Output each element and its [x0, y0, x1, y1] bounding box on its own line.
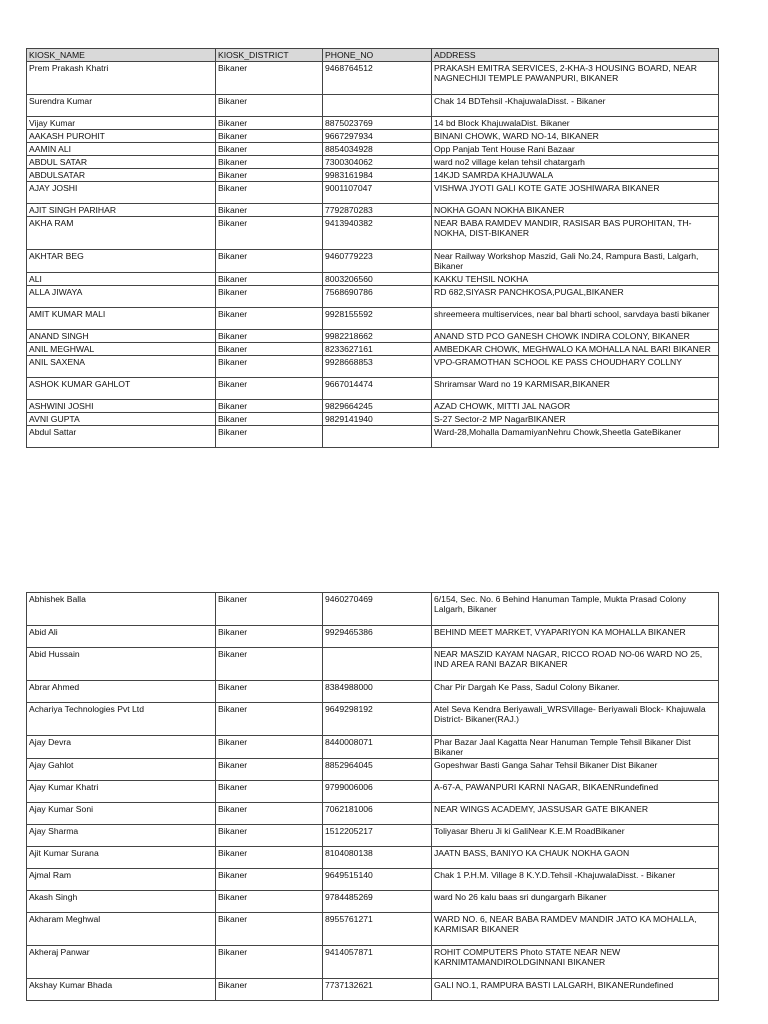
cell-kiosk-district: Bikaner [216, 736, 323, 759]
cell-address: ANAND STD PCO GANESH CHOWK INDIRA COLONY, BIKANER [432, 330, 719, 343]
cell-address: Toliyasar Bheru Ji ki GaliNear K.E.M RoadBikaner [432, 825, 719, 847]
header-kiosk-name: KIOSK_NAME [27, 49, 216, 62]
cell-address: shreemeera multiservices, near bal bharti school, sarvdaya basti bikaner [432, 308, 719, 330]
cell-kiosk-district: Bikaner [216, 946, 323, 979]
cell-address: NOKHA GOAN NOKHA BIKANER [432, 204, 719, 217]
cell-phone-no: 7300304062 [323, 156, 432, 169]
cell-address: 14 bd Block KhajuwalaDist. Bikaner [432, 117, 719, 130]
cell-kiosk-district: Bikaner [216, 825, 323, 847]
cell-phone-no: 9829141940 [323, 413, 432, 426]
table-row [27, 400, 719, 413]
cell-kiosk-district: Bikaner [216, 250, 323, 273]
cell-kiosk-district: Bikaner [216, 400, 323, 413]
cell-phone-no: 8384988000 [323, 681, 432, 703]
table-row [27, 286, 719, 308]
cell-kiosk-name: AKHTAR BEG [27, 250, 216, 273]
cell-address: Char Pir Dargah Ke Pass, Sadul Colony Bikaner. [432, 681, 719, 703]
table-row [27, 182, 719, 204]
cell-phone-no: 8875023769 [323, 117, 432, 130]
table-row [27, 825, 719, 847]
table-row [27, 869, 719, 891]
cell-kiosk-district: Bikaner [216, 308, 323, 330]
cell-address: S-27 Sector-2 MP NagarBIKANER [432, 413, 719, 426]
cell-kiosk-district: Bikaner [216, 286, 323, 308]
table-row [27, 143, 719, 156]
cell-address: JAATN BASS, BANIYO KA CHAUK NOKHA GAON [432, 847, 719, 869]
table-row [27, 781, 719, 803]
table-row [27, 217, 719, 250]
cell-phone-no: 9928668853 [323, 356, 432, 378]
cell-address: Shriramsar Ward no 19 KARMISAR,BIKANER [432, 378, 719, 400]
cell-address: Phar Bazar Jaal Kagatta Near Hanuman Temple Tehsil Bikaner Dist Bikaner [432, 736, 719, 759]
cell-kiosk-district: Bikaner [216, 169, 323, 182]
cell-kiosk-district: Bikaner [216, 330, 323, 343]
cell-phone-no: 8955761271 [323, 913, 432, 946]
cell-kiosk-district: Bikaner [216, 95, 323, 117]
cell-kiosk-name: Surendra Kumar [27, 95, 216, 117]
cell-kiosk-name: Abdul Sattar [27, 426, 216, 448]
cell-kiosk-district: Bikaner [216, 426, 323, 448]
cell-phone-no: 9667014474 [323, 378, 432, 400]
table-row [27, 356, 719, 378]
cell-kiosk-district: Bikaner [216, 217, 323, 250]
cell-phone-no: 9413940382 [323, 217, 432, 250]
cell-kiosk-name: Akharam Meghwal [27, 913, 216, 946]
cell-kiosk-name: AAMIN ALI [27, 143, 216, 156]
table-row [27, 979, 719, 1001]
cell-address: Chak 1 P.H.M. Village 8 K.Y.D.Tehsil -KhajuwalaDisst. - Bikaner [432, 869, 719, 891]
cell-kiosk-district: Bikaner [216, 204, 323, 217]
cell-phone-no: 9982218662 [323, 330, 432, 343]
table-row [27, 426, 719, 448]
cell-kiosk-name: Akheraj Panwar [27, 946, 216, 979]
cell-phone-no: 9414057871 [323, 946, 432, 979]
cell-address: WARD NO. 6, NEAR BABA RAMDEV MANDIR JATO KA MOHALLA, KARMISAR BIKANER [432, 913, 719, 946]
cell-kiosk-name: ABDULSATAR [27, 169, 216, 182]
cell-kiosk-district: Bikaner [216, 803, 323, 825]
cell-phone-no: 9649515140 [323, 869, 432, 891]
cell-kiosk-name: ALI [27, 273, 216, 286]
header-phone-no: PHONE_NO [323, 49, 432, 62]
cell-address: KAKKU TEHSIL NOKHA [432, 273, 719, 286]
table-row [27, 204, 719, 217]
cell-kiosk-name: ASHWINI JOSHI [27, 400, 216, 413]
cell-address: Atel Seva Kendra Beriyawali_WRSVillage- Beriyawali Block- Khajuwala District- Bikaner(RAJ.) [432, 703, 719, 736]
cell-kiosk-district: Bikaner [216, 378, 323, 400]
cell-kiosk-name: ABDUL SATAR [27, 156, 216, 169]
cell-address: NEAR BABA RAMDEV MANDIR, RASISAR BAS PUROHITAN, TH- NOKHA, DIST-BIKANER [432, 217, 719, 250]
cell-kiosk-name: Akshay Kumar Bhada [27, 979, 216, 1001]
cell-kiosk-district: Bikaner [216, 143, 323, 156]
cell-kiosk-name: Ajay Devra [27, 736, 216, 759]
cell-kiosk-name: ASHOK KUMAR GAHLOT [27, 378, 216, 400]
cell-kiosk-district: Bikaner [216, 273, 323, 286]
cell-phone-no: 7737132621 [323, 979, 432, 1001]
cell-phone-no: 8852964045 [323, 759, 432, 781]
table-row [27, 130, 719, 143]
cell-phone-no: 9784485269 [323, 891, 432, 913]
table-row [27, 759, 719, 781]
table-row [27, 330, 719, 343]
cell-phone-no: 7792870283 [323, 204, 432, 217]
cell-kiosk-name: Akash Singh [27, 891, 216, 913]
cell-kiosk-district: Bikaner [216, 117, 323, 130]
cell-kiosk-district: Bikaner [216, 913, 323, 946]
cell-kiosk-district: Bikaner [216, 62, 323, 95]
cell-kiosk-name: ANAND SINGH [27, 330, 216, 343]
cell-phone-no: 9667297934 [323, 130, 432, 143]
cell-phone-no: 9460270469 [323, 593, 432, 626]
cell-phone-no: 8003206560 [323, 273, 432, 286]
cell-kiosk-name: Ajay Gahlot [27, 759, 216, 781]
cell-address: VISHWA JYOTI GALI KOTE GATE JOSHIWARA BIKANER [432, 182, 719, 204]
cell-kiosk-name: Abrar Ahmed [27, 681, 216, 703]
cell-kiosk-district: Bikaner [216, 847, 323, 869]
cell-kiosk-name: Abid Hussain [27, 648, 216, 681]
cell-kiosk-name: Abid Ali [27, 626, 216, 648]
cell-address: AZAD CHOWK, MITTI JAL NAGOR [432, 400, 719, 413]
cell-kiosk-district: Bikaner [216, 593, 323, 626]
header-address: ADDRESS [432, 49, 719, 62]
cell-kiosk-name: Ajay Kumar Soni [27, 803, 216, 825]
cell-kiosk-district: Bikaner [216, 648, 323, 681]
cell-address: Opp Panjab Tent House Rani Bazaar [432, 143, 719, 156]
cell-address: Near Railway Workshop Maszid, Gali No.24, Rampura Basti, Lalgarh, Bikaner [432, 250, 719, 273]
kiosk-table-2 [26, 592, 719, 1001]
table-row [27, 117, 719, 130]
table-row [27, 95, 719, 117]
table-row [27, 803, 719, 825]
cell-kiosk-district: Bikaner [216, 781, 323, 803]
cell-kiosk-name: Abhishek Balla [27, 593, 216, 626]
cell-address: NEAR MASZID KAYAM NAGAR, RICCO ROAD NO-06 WARD NO 25, IND AREA RANI BAZAR BIKANER [432, 648, 719, 681]
cell-address: 6/154, Sec. No. 6 Behind Hanuman Tample, Mukta Prasad Colony Lalgarh, Bikaner [432, 593, 719, 626]
cell-address: AMBEDKAR CHOWK, MEGHWALO KA MOHALLA NAL BARI BIKANER [432, 343, 719, 356]
cell-kiosk-name: AMIT KUMAR MALI [27, 308, 216, 330]
table-row [27, 847, 719, 869]
header-kiosk-district: KIOSK_DISTRICT [216, 49, 323, 62]
cell-address: RD 682,SIYASR PANCHKOSA,PUGAL,BIKANER [432, 286, 719, 308]
cell-address: Gopeshwar Basti Ganga Sahar Tehsil Bikaner Dist Bikaner [432, 759, 719, 781]
cell-kiosk-name: AKHA RAM [27, 217, 216, 250]
cell-phone-no: 9928155592 [323, 308, 432, 330]
cell-phone-no: 8440008071 [323, 736, 432, 759]
cell-kiosk-name: AVNI GUPTA [27, 413, 216, 426]
cell-kiosk-name: AJIT SINGH PARIHAR [27, 204, 216, 217]
cell-kiosk-district: Bikaner [216, 703, 323, 736]
cell-address: A-67-A, PAWANPURI KARNI NAGAR, BIKAENRundefined [432, 781, 719, 803]
cell-phone-no: 9929465386 [323, 626, 432, 648]
cell-address: PRAKASH EMITRA SERVICES, 2-KHA-3 HOUSING BOARD, NEAR NAGNECHIJI TEMPLE PAWANPURI, BIKANER [432, 62, 719, 95]
cell-phone-no: 7568690786 [323, 286, 432, 308]
cell-address: VPO-GRAMOTHAN SCHOOL KE PASS CHOUDHARY COLLNY [432, 356, 719, 378]
cell-kiosk-name: Prem Prakash Khatri [27, 62, 216, 95]
cell-phone-no: 9001107047 [323, 182, 432, 204]
cell-kiosk-name: AJAY JOSHI [27, 182, 216, 204]
cell-phone-no: 9468764512 [323, 62, 432, 95]
cell-address: ward no2 village kelan tehsil chatargarh [432, 156, 719, 169]
table-row [27, 413, 719, 426]
cell-phone-no [323, 95, 432, 117]
cell-kiosk-name: ANIL MEGHWAL [27, 343, 216, 356]
table-row [27, 169, 719, 182]
cell-kiosk-name: Ajmal Ram [27, 869, 216, 891]
cell-phone-no: 7062181006 [323, 803, 432, 825]
cell-kiosk-district: Bikaner [216, 681, 323, 703]
table-row [27, 62, 719, 95]
cell-address: NEAR WINGS ACADEMY, JASSUSAR GATE BIKANER [432, 803, 719, 825]
cell-phone-no [323, 426, 432, 448]
cell-kiosk-district: Bikaner [216, 356, 323, 378]
cell-address: BINANI CHOWK, WARD NO-14, BIKANER [432, 130, 719, 143]
table-header-row [27, 49, 719, 62]
table-row [27, 946, 719, 979]
cell-phone-no: 1512205217 [323, 825, 432, 847]
cell-phone-no: 9460779223 [323, 250, 432, 273]
cell-kiosk-district: Bikaner [216, 626, 323, 648]
table-row [27, 626, 719, 648]
cell-kiosk-district: Bikaner [216, 891, 323, 913]
table-row [27, 891, 719, 913]
cell-kiosk-district: Bikaner [216, 869, 323, 891]
cell-kiosk-district: Bikaner [216, 759, 323, 781]
cell-kiosk-name: ANIL SAXENA [27, 356, 216, 378]
cell-kiosk-name: Vijay Kumar [27, 117, 216, 130]
cell-phone-no: 9649298192 [323, 703, 432, 736]
cell-phone-no: 8233627161 [323, 343, 432, 356]
cell-address: ward No 26 kalu baas sri dungargarh Bikaner [432, 891, 719, 913]
cell-phone-no: 9799006006 [323, 781, 432, 803]
cell-address: 14KJD SAMRDA KHAJUWALA [432, 169, 719, 182]
cell-phone-no: 8104080138 [323, 847, 432, 869]
cell-phone-no: 8854034928 [323, 143, 432, 156]
table-row [27, 593, 719, 626]
table-row [27, 308, 719, 330]
cell-address: Chak 14 BDTehsil -KhajuwalaDisst. - Bikaner [432, 95, 719, 117]
cell-kiosk-name: AAKASH PUROHIT [27, 130, 216, 143]
cell-kiosk-name: Ajay Sharma [27, 825, 216, 847]
table-row [27, 273, 719, 286]
cell-address: ROHIT COMPUTERS Photo STATE NEAR NEW KARNIMTAMANDIROLDGINNANI BIKANER [432, 946, 719, 979]
cell-address: GALI NO.1, RAMPURA BASTI LALGARH, BIKANERundefined [432, 979, 719, 1001]
cell-kiosk-district: Bikaner [216, 413, 323, 426]
cell-phone-no: 9983161984 [323, 169, 432, 182]
kiosk-table-1 [26, 48, 719, 448]
table-row [27, 156, 719, 169]
cell-kiosk-district: Bikaner [216, 182, 323, 204]
cell-kiosk-district: Bikaner [216, 156, 323, 169]
cell-kiosk-district: Bikaner [216, 979, 323, 1001]
table-row [27, 250, 719, 273]
table-row [27, 343, 719, 356]
cell-phone-no [323, 648, 432, 681]
cell-kiosk-district: Bikaner [216, 130, 323, 143]
cell-kiosk-name: Ajit Kumar Surana [27, 847, 216, 869]
table-row [27, 378, 719, 400]
cell-kiosk-district: Bikaner [216, 343, 323, 356]
table-row [27, 681, 719, 703]
cell-kiosk-name: Ajay Kumar Khatri [27, 781, 216, 803]
cell-kiosk-name: ALLA JIWAYA [27, 286, 216, 308]
cell-phone-no: 9829664245 [323, 400, 432, 413]
cell-address: Ward-28,Mohalla DamamiyanNehru Chowk,Sheetla GateBikaner [432, 426, 719, 448]
table-row [27, 736, 719, 759]
table-row [27, 648, 719, 681]
cell-address: BEHIND MEET MARKET, VYAPARIYON KA MOHALLA BIKANER [432, 626, 719, 648]
table-row [27, 913, 719, 946]
table-row [27, 703, 719, 736]
cell-kiosk-name: Achariya Technologies Pvt Ltd [27, 703, 216, 736]
